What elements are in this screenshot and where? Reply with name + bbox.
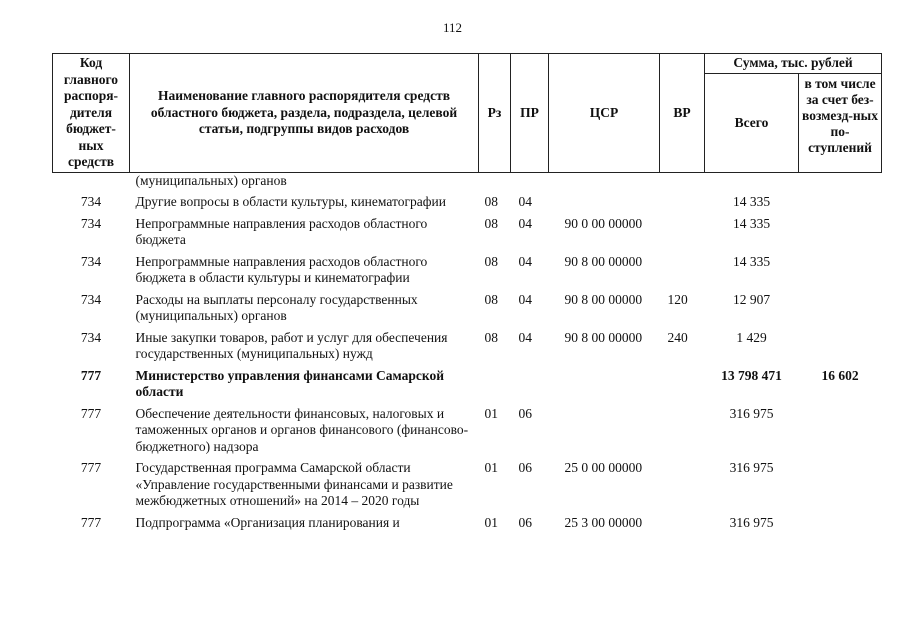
cell-name: Государственная программа Самарской области «Управление государственными финансами и развитие межбюджетных отношений» на 2014 – 2020 годы: [135, 460, 453, 508]
cell-free: [799, 191, 882, 213]
budget-table: [52, 53, 882, 533]
cell-csr: [549, 172, 660, 191]
cell-name: Обеспечение деятельности финансовых, налоговых и таможенных органов и органов финансового (финансово-бюджетного) надзора: [135, 405, 469, 454]
cell-rz: 08: [484, 215, 498, 231]
cell-code: 777: [80, 514, 102, 530]
cell-pr: 06: [518, 460, 532, 475]
cell-vr: [660, 251, 705, 289]
header-code: Код главного распоря-дителя бюджет-ных средств: [53, 54, 130, 173]
cell-code: 777: [80, 460, 102, 475]
cell-name: Подпрограмма «Организация планирования и: [135, 514, 400, 530]
cell-rz: [479, 172, 511, 191]
table-row: [53, 213, 882, 251]
cell-vr: [660, 191, 705, 213]
cell-pr: [511, 365, 549, 403]
table-header: [53, 54, 882, 173]
cell-csr: 25 3 00 00000: [564, 514, 643, 530]
cell-pr: 04: [518, 194, 532, 209]
table-row: [53, 365, 882, 403]
header-pr: ПР: [511, 54, 549, 173]
cell-pr: 04: [518, 329, 532, 345]
cell-csr: [549, 403, 660, 458]
table-row: [53, 191, 882, 213]
cell-free: [799, 457, 882, 512]
cell-vr: [660, 512, 705, 534]
cell-vr: [660, 365, 705, 403]
cell-name: Министерство управления финансами Самарской области: [135, 367, 445, 399]
cell-csr: 90 8 00 00000: [564, 253, 643, 269]
cell-free: [799, 289, 882, 327]
cell-total: 14 335: [732, 194, 771, 209]
cell-csr: [549, 365, 660, 403]
cell-free: [799, 512, 882, 534]
table-row: [53, 403, 882, 458]
cell-free: [799, 403, 882, 458]
page-number: 112: [442, 20, 463, 35]
cell-pr: 04: [518, 253, 532, 269]
table-row: [53, 172, 882, 191]
cell-code: 734: [80, 329, 102, 345]
cell-name: Непрограммные направления расходов областного бюджета: [135, 215, 428, 247]
cell-code: 734: [80, 253, 102, 269]
budget-table-container: [52, 53, 881, 533]
cell-total: 1 429: [736, 329, 767, 345]
cell-rz: 01: [484, 514, 498, 530]
cell-free: 16 602: [821, 367, 859, 383]
header-rz: Рз: [479, 54, 511, 173]
cell-vr: 240: [667, 329, 688, 345]
table-row: [53, 251, 882, 289]
cell-rz: 08: [484, 194, 498, 209]
cell-csr: 25 0 00 00000: [564, 460, 643, 475]
cell-csr: 90 8 00 00000: [564, 291, 643, 307]
cell-name: Иные закупки товаров, работ и услуг для обеспечения государственных (муниципальных) нужд: [135, 329, 448, 361]
header-csr: ЦСР: [549, 54, 660, 173]
cell-vr: [660, 403, 705, 458]
cell-rz: 08: [484, 329, 498, 345]
cell-total: 316 975: [729, 514, 774, 530]
cell-code: [53, 172, 130, 191]
cell-code: 777: [80, 405, 102, 421]
header-vr: ВР: [660, 54, 705, 173]
cell-csr: 90 8 00 00000: [564, 329, 643, 345]
cell-name: Непрограммные направления расходов областного бюджета в области культуры и кинематографии: [135, 253, 428, 285]
header-total: Всего: [705, 74, 799, 173]
table-row: [53, 457, 882, 512]
cell-code: 734: [80, 215, 102, 231]
cell-code: 734: [80, 194, 102, 209]
cell-total: 13 798 471: [721, 367, 782, 383]
cell-name: (муниципальных) органов: [135, 172, 287, 188]
cell-pr: 06: [518, 514, 532, 530]
cell-vr: [660, 213, 705, 251]
cell-rz: 01: [484, 460, 498, 475]
cell-total: 14 335: [732, 253, 771, 269]
cell-rz: 01: [484, 405, 498, 421]
cell-code: 734: [80, 291, 102, 307]
cell-csr: 90 0 00 00000: [564, 215, 643, 231]
cell-code: 777: [80, 367, 102, 383]
cell-vr: [660, 457, 705, 512]
table-body: [53, 172, 882, 533]
cell-name: Расходы на выплаты персоналу государственных (муниципальных) органов: [135, 291, 418, 323]
cell-free: [799, 251, 882, 289]
cell-pr: 04: [518, 291, 532, 307]
cell-free: [799, 327, 882, 365]
cell-pr: [511, 172, 549, 191]
header-name: Наименование главного распорядителя средств областного бюджета, раздела, подраздела, целевой статьи, подгруппы видов расходов: [130, 54, 479, 173]
cell-rz: 08: [484, 253, 498, 269]
cell-total: [705, 172, 799, 191]
header-sum: Сумма, тыс. рублей: [705, 54, 882, 74]
cell-csr: [549, 191, 660, 213]
table-row: [53, 512, 882, 534]
header-free: в том числе за счет без-возмезд-ных по-ступлений: [799, 74, 882, 173]
cell-name: Другие вопросы в области культуры, кинематографии: [135, 194, 446, 209]
cell-pr: 04: [518, 215, 532, 231]
cell-free: [799, 213, 882, 251]
table-row: [53, 327, 882, 365]
table-row: [53, 289, 882, 327]
cell-total: 316 975: [729, 460, 774, 475]
cell-free: [799, 172, 882, 191]
cell-total: 316 975: [729, 405, 774, 421]
cell-total: 14 335: [732, 215, 771, 231]
cell-pr: 06: [518, 405, 532, 421]
cell-total: 12 907: [732, 291, 771, 307]
cell-rz: 08: [484, 291, 498, 307]
cell-vr: 120: [667, 291, 688, 307]
cell-vr: [660, 172, 705, 191]
cell-rz: [479, 365, 511, 403]
